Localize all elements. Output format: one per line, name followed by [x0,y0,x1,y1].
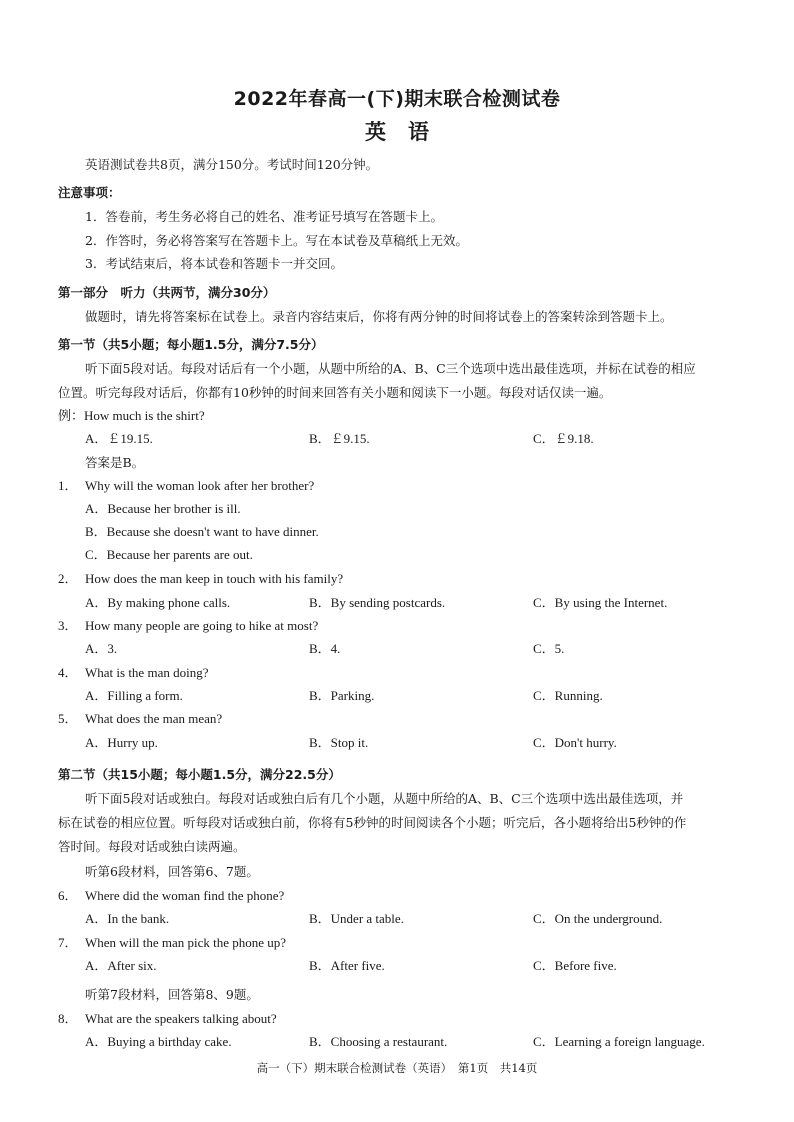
material-note: 听第7段材料，回答第8、9题。 [85,987,259,1002]
part1-heading: 第一部分 听力（共两节，满分30分） [58,285,276,300]
section2-instruction: 答时间。每段对话或独白读两遍。 [58,839,246,854]
question-number: 5． [58,711,78,726]
option-c: C．Don't hurry. [533,735,617,750]
notice-heading: 注意事项： [58,185,121,200]
example-option-c: C．￡9.18. [533,431,594,446]
question-text: What is the man doing? [85,665,209,680]
option-b: B．After five. [309,958,385,973]
option-c: C．By using the Internet. [533,595,668,610]
question-text: How many people are going to hike at most? [85,618,319,633]
example-option-a: A．￡19.15. [85,431,153,446]
question-number: 8． [58,1011,78,1026]
option-a: A．Because her brother is ill. [85,501,241,516]
example-option-b: B．￡9.15. [309,431,370,446]
section2-instruction: 听下面5段对话或独白。每段对话或独白后有几个小题，从题中所给的A、B、C三个选项中选出最佳选项，并 [85,791,684,806]
question-number: 2． [58,571,78,586]
option-a: A．Filling a form. [85,688,183,703]
question-text: Why will the woman look after her brother? [85,478,315,493]
section2-instruction: 标在试卷的相应位置。听每段对话或独白前，你将有5秒钟的时间阅读各个小题；听完后，各小题将给出5秒钟的作 [58,815,687,830]
option-a: A．Buying a birthday cake. [85,1034,232,1049]
option-b: B．Stop it. [309,735,369,750]
subject-title: 英语 [365,120,451,144]
option-c: C．5. [533,641,565,656]
option-a: A．By making phone calls. [85,595,231,610]
notice-item: 1．答卷前，考生务必将自己的姓名、准考证号填写在答题卡上。 [85,209,443,224]
section1-instruction: 听下面5段对话。每段对话后有一个小题，从题中所给的A、B、C三个选项中选出最佳选项，并标在试卷的相应 [85,361,696,376]
question-number: 3． [58,618,78,633]
intro-text: 英语测试卷共8页，满分150分。考试时间120分钟。 [85,157,379,172]
option-b: B．Because she doesn't want to have dinner. [85,524,319,539]
option-a: A．In the bank. [85,911,170,926]
section2-heading: 第二节（共15小题；每小题1.5分，满分22.5分） [58,767,341,782]
question-text: What does the man mean? [85,711,223,726]
option-a: A．3. [85,641,118,656]
material-note: 听第6段材料，回答第6、7题。 [85,864,259,879]
option-b: B．Choosing a restaurant. [309,1034,448,1049]
option-c: C．Because her parents are out. [85,547,253,562]
section1-heading: 第一节（共5小题；每小题1.5分，满分7.5分） [58,337,324,352]
question-text: What are the speakers talking about? [85,1011,277,1026]
option-b: B．Parking. [309,688,375,703]
part1-instruction: 做题时，请先将答案标在试卷上。录音内容结束后，你将有两分钟的时间将试卷上的答案转涂到答题卡上。 [85,309,673,324]
section1-instruction: 位置。听完每段对话后，你都有10秒钟的时间来回答有关小题和阅读下一小题。每段对话仅读一遍。 [58,385,612,400]
question-number: 7． [58,935,78,950]
example-answer: 答案是B。 [85,455,145,470]
option-b: B．4. [309,641,341,656]
question-text: How does the man keep in touch with his family? [85,571,344,586]
page-footer: 高一（下）期末联合检测试卷（英语） 第1页 共14页 [256,1061,538,1075]
option-c: C．On the underground. [533,911,663,926]
question-text: Where did the woman find the phone? [85,888,285,903]
option-b: B．By sending postcards. [309,595,446,610]
question-number: 4． [58,665,78,680]
option-a: A．Hurry up. [85,735,158,750]
question-number: 1． [58,478,78,493]
example-question: 例：How much is the shirt? [58,408,205,423]
exam-title: 2022年春高一(下)期末联合检测试卷 [233,88,561,110]
option-c: C．Learning a foreign language. [533,1034,705,1049]
option-c: C．Running. [533,688,603,703]
option-b: B．Under a table. [309,911,404,926]
notice-item: 3．考试结束后，将本试卷和答题卡一并交回。 [85,256,343,271]
question-number: 6． [58,888,78,903]
question-text: When will the man pick the phone up? [85,935,287,950]
option-a: A．After six. [85,958,157,973]
option-c: C．Before five. [533,958,617,973]
notice-item: 2．作答时，务必将答案写在答题卡上。写在本试卷及草稿纸上无效。 [85,233,468,248]
